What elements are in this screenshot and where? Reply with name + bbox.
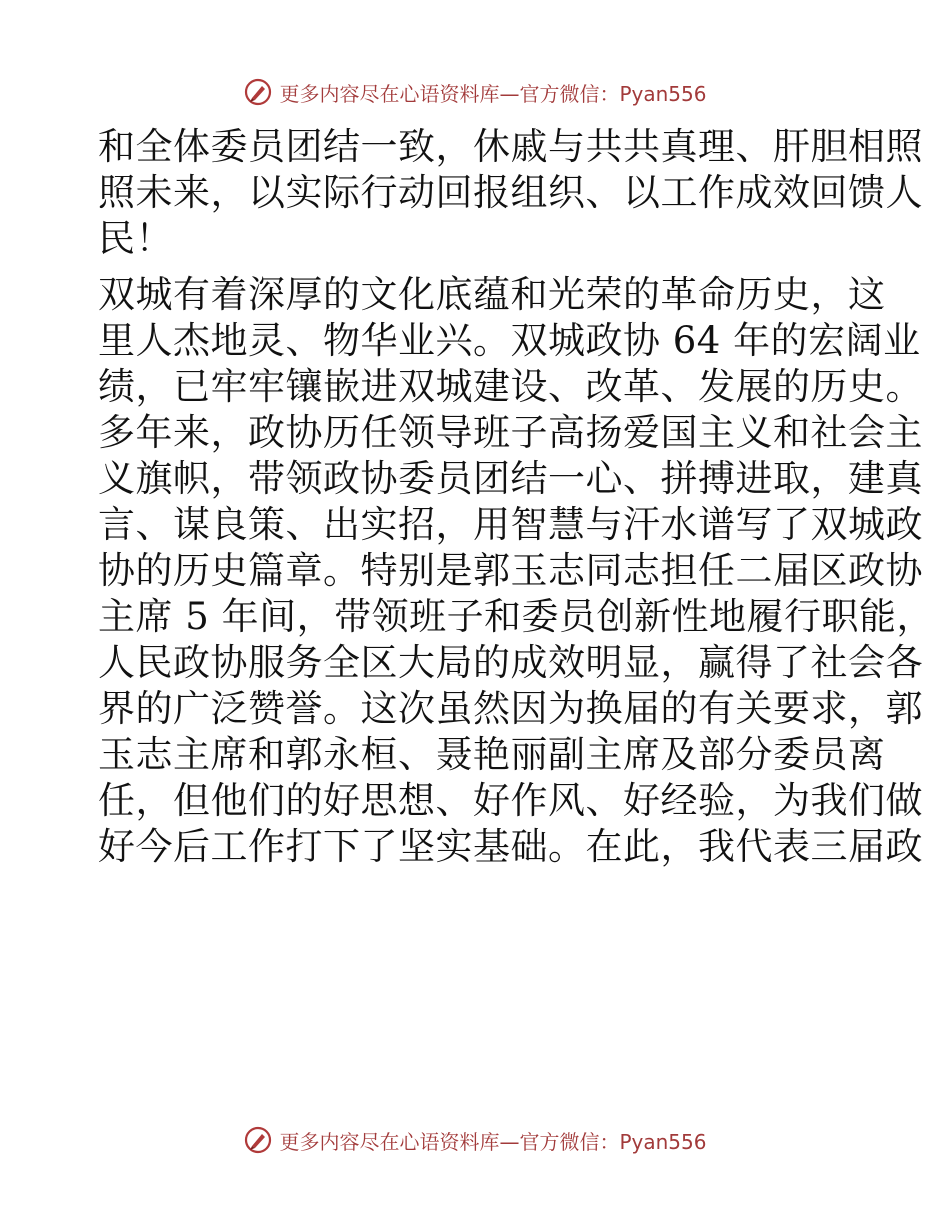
text-line: 协的历史篇章。特别是郭玉志同志担任二届区政协 bbox=[98, 549, 923, 592]
text-line: 玉志主席和郭永桓、聂艳丽副主席及部分委员离 bbox=[98, 733, 886, 776]
text-line: 好今后工作打下了坚实基础。在此，我代表三届政 bbox=[98, 825, 923, 868]
text-line: 和全体委员团结一致，休戚与共共真理、肝胆相照 bbox=[98, 125, 923, 168]
text-line: 言、谋良策、出实招，用智慧与汗水谱写了双城政 bbox=[98, 503, 923, 546]
footer-watermark-text: 更多内容尽在心语资料库—官方微信：Pyan556 bbox=[279, 1129, 707, 1154]
text-line: 主席 5 年间，带领班子和委员创新性地履行职能， bbox=[98, 595, 935, 638]
header-watermark-text: 更多内容尽在心语资料库—官方微信：Pyan556 bbox=[279, 81, 707, 106]
text-line: 人民政协服务全区大局的成效明显，赢得了社会各 bbox=[98, 641, 923, 684]
text-line: 多年来，政协历任领导班子高扬爱国主义和社会主 bbox=[98, 411, 923, 454]
paragraph-2 bbox=[98, 272, 935, 870]
text-line: 任，但他们的好思想、好作风、好经验，为我们做 bbox=[98, 779, 923, 822]
footer-watermark-banner bbox=[0, 1120, 950, 1160]
text-line: 义旗帜，带领政协委员团结一心、拼搏进取，建真 bbox=[98, 457, 923, 500]
text-line: 民！ bbox=[98, 217, 173, 260]
text-line: 照未来，以实际行动回报组织、以工作成效回馈人 bbox=[98, 171, 923, 214]
paragraph-1 bbox=[98, 124, 923, 262]
pen-logo-icon bbox=[243, 77, 273, 107]
text-line: 绩，已牢牢镶嵌进双城建设、改革、发展的历史。 bbox=[98, 365, 923, 408]
text-line: 双城有着深厚的文化底蕴和光荣的革命历史，这 bbox=[98, 273, 886, 316]
text-line: 界的广泛赞誉。这次虽然因为换届的有关要求，郭 bbox=[98, 687, 923, 730]
header-watermark-banner bbox=[0, 72, 950, 112]
text-line: 里人杰地灵、物华业兴。双城政协 64 年的宏阔业 bbox=[98, 319, 921, 362]
pen-logo-icon bbox=[243, 1125, 273, 1155]
document-body bbox=[98, 124, 935, 870]
